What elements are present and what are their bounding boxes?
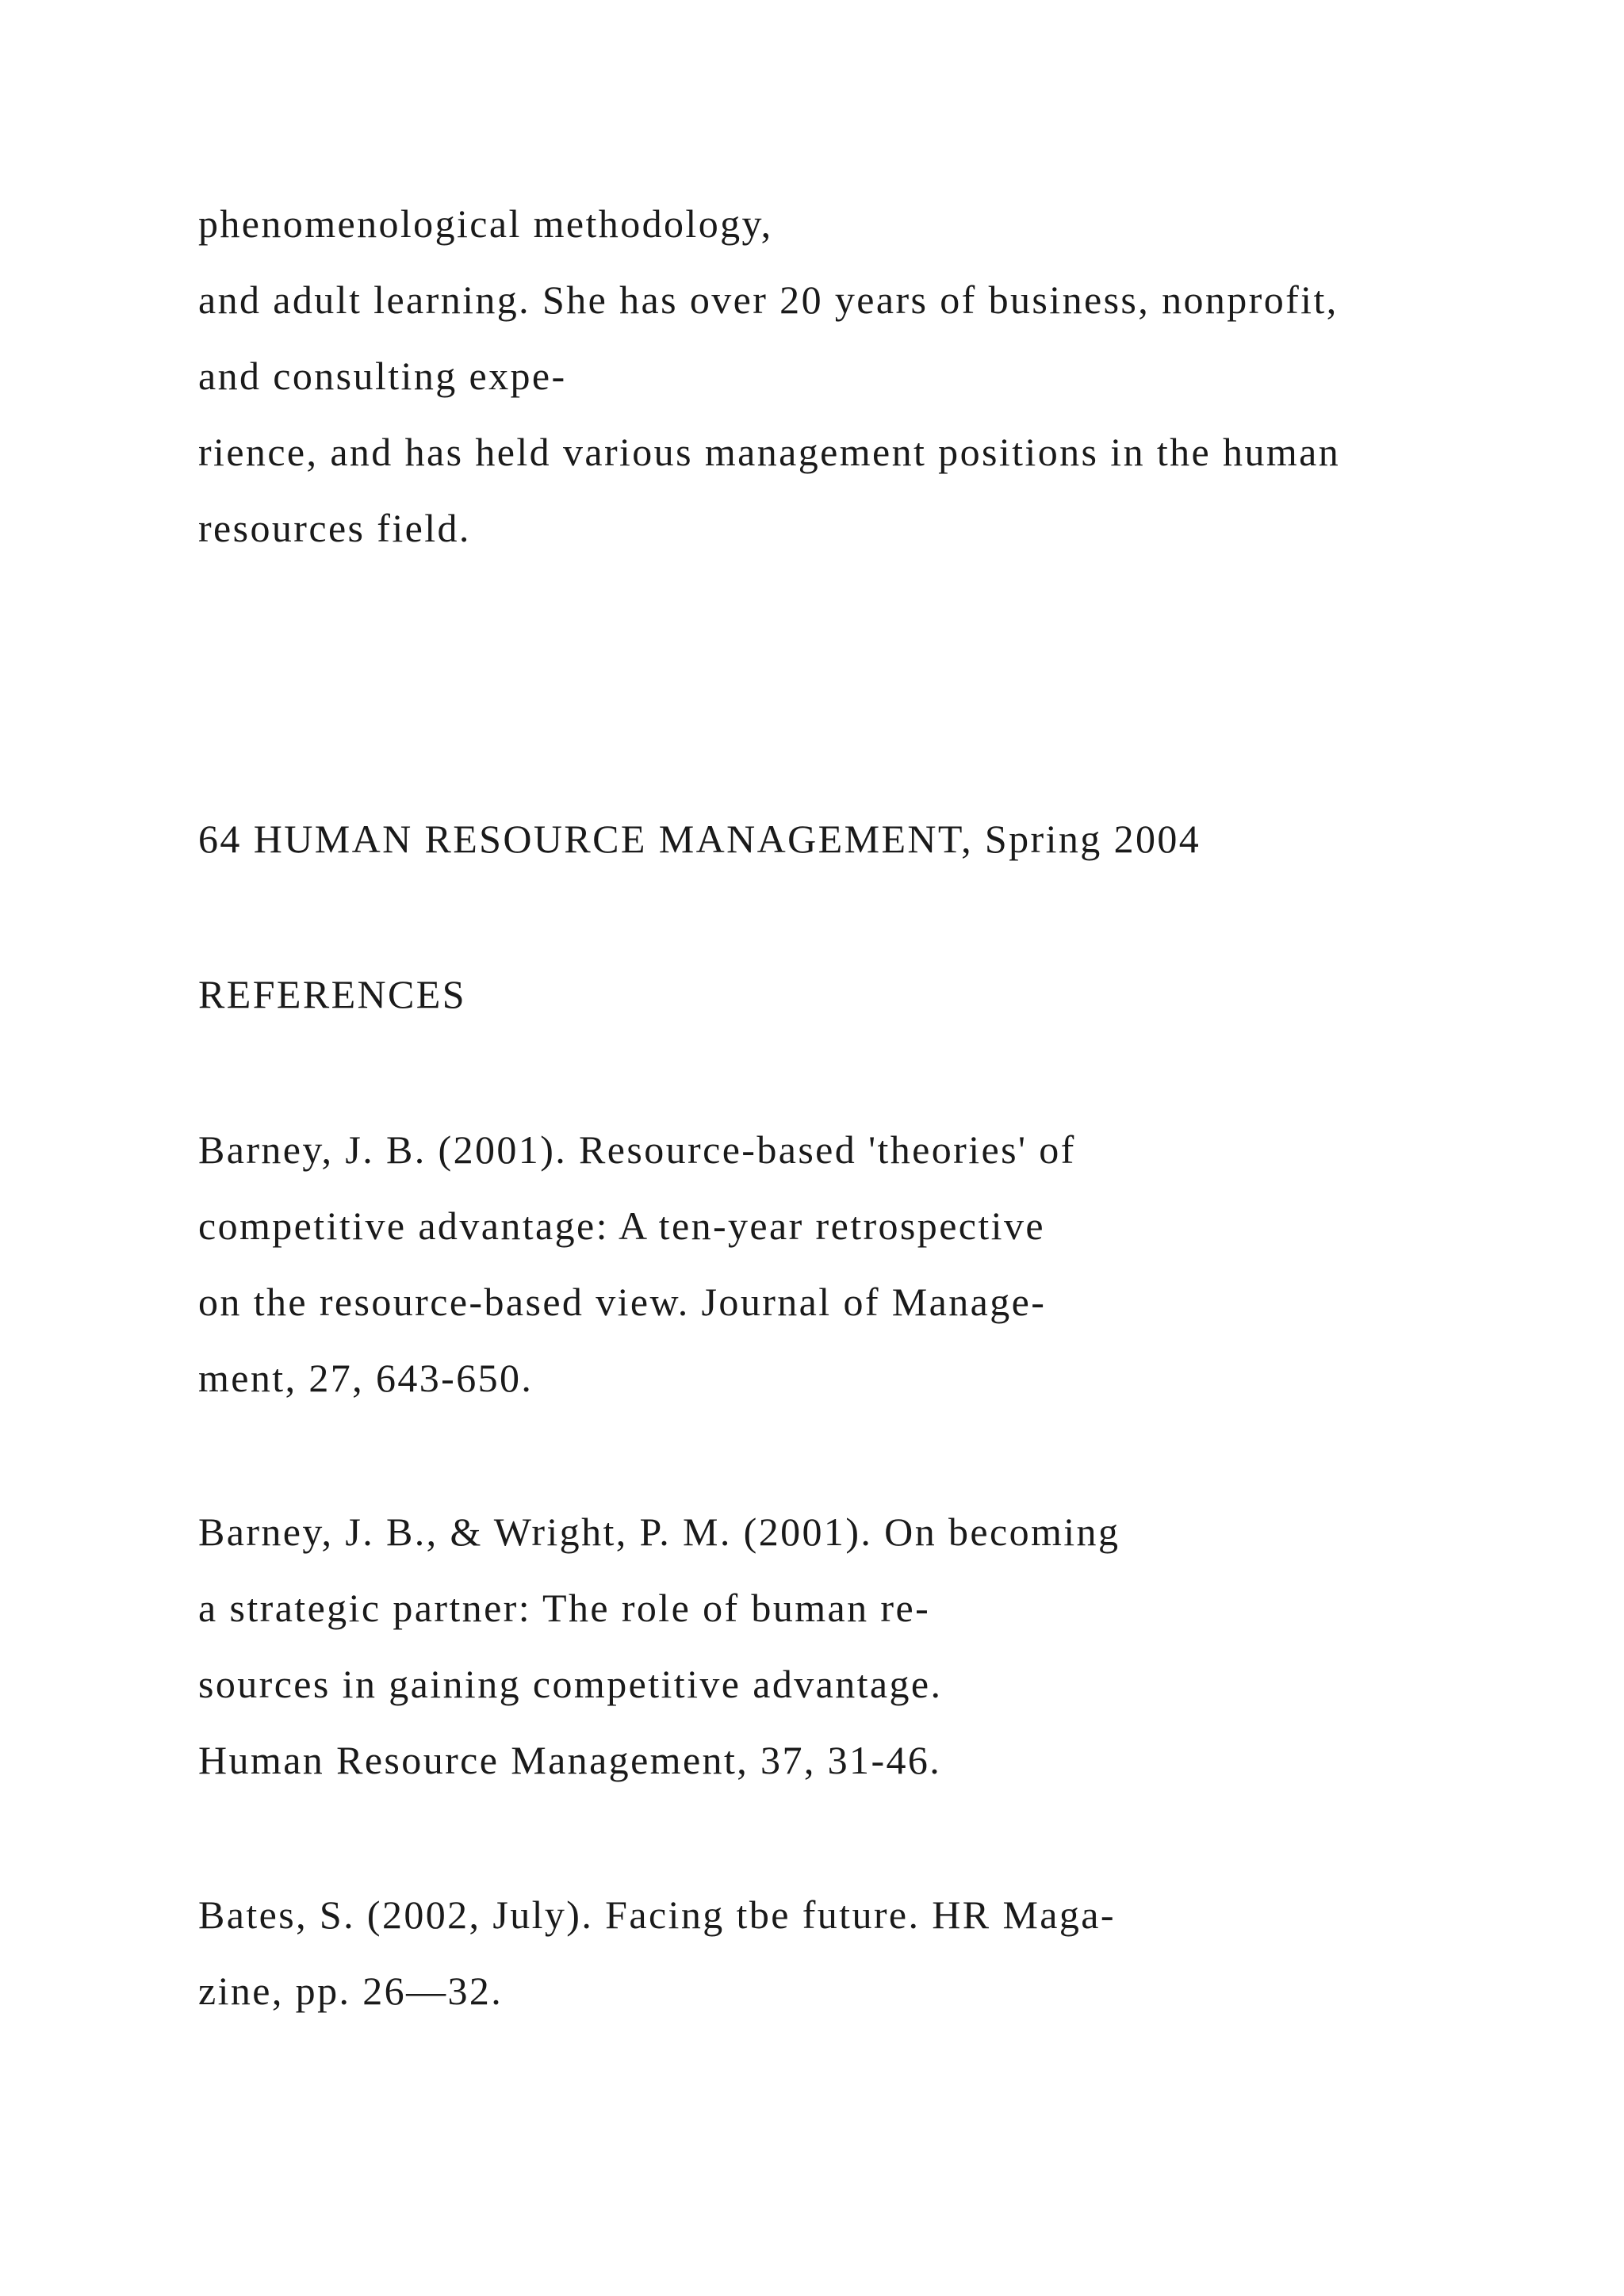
- reference-line: on the resource-based view. Journal of Manage-: [198, 1280, 1047, 1324]
- reference-line: Barney, J. B. (2001). Resource-based 'theories' of: [198, 1127, 1076, 1172]
- reference-line: Bates, S. (2002, July). Facing tbe future. HR Maga-: [198, 1892, 1116, 1937]
- bio-line: phenomenological methodology,: [198, 201, 773, 246]
- bio-line: resources field.: [198, 506, 471, 550]
- running-header: 64 HUMAN RESOURCE MANAGEMENT, Spring 2004: [198, 817, 1201, 861]
- reference-line: zine, pp. 26—32.: [198, 1969, 504, 2013]
- bio-line: rience, and has held various management positions in the human: [198, 430, 1341, 474]
- reference-line: competitive advantage: A ten-year retrospective: [198, 1203, 1045, 1248]
- reference-line: ment, 27, 643-650.: [198, 1356, 534, 1400]
- reference-line: Barney, J. B., & Wright, P. M. (2001). On becoming: [198, 1510, 1120, 1554]
- reference-line: a strategic partner: The role of buman re-: [198, 1586, 931, 1630]
- bio-line: and adult learning. She has over 20 years of business, nonprofit,: [198, 277, 1339, 322]
- reference-line: Human Resource Management, 37, 31-46.: [198, 1738, 942, 1782]
- bio-line: and consulting expe-: [198, 354, 567, 398]
- reference-line: sources in gaining competitive advantage.: [198, 1662, 943, 1706]
- references-heading: REFERENCES: [198, 972, 466, 1016]
